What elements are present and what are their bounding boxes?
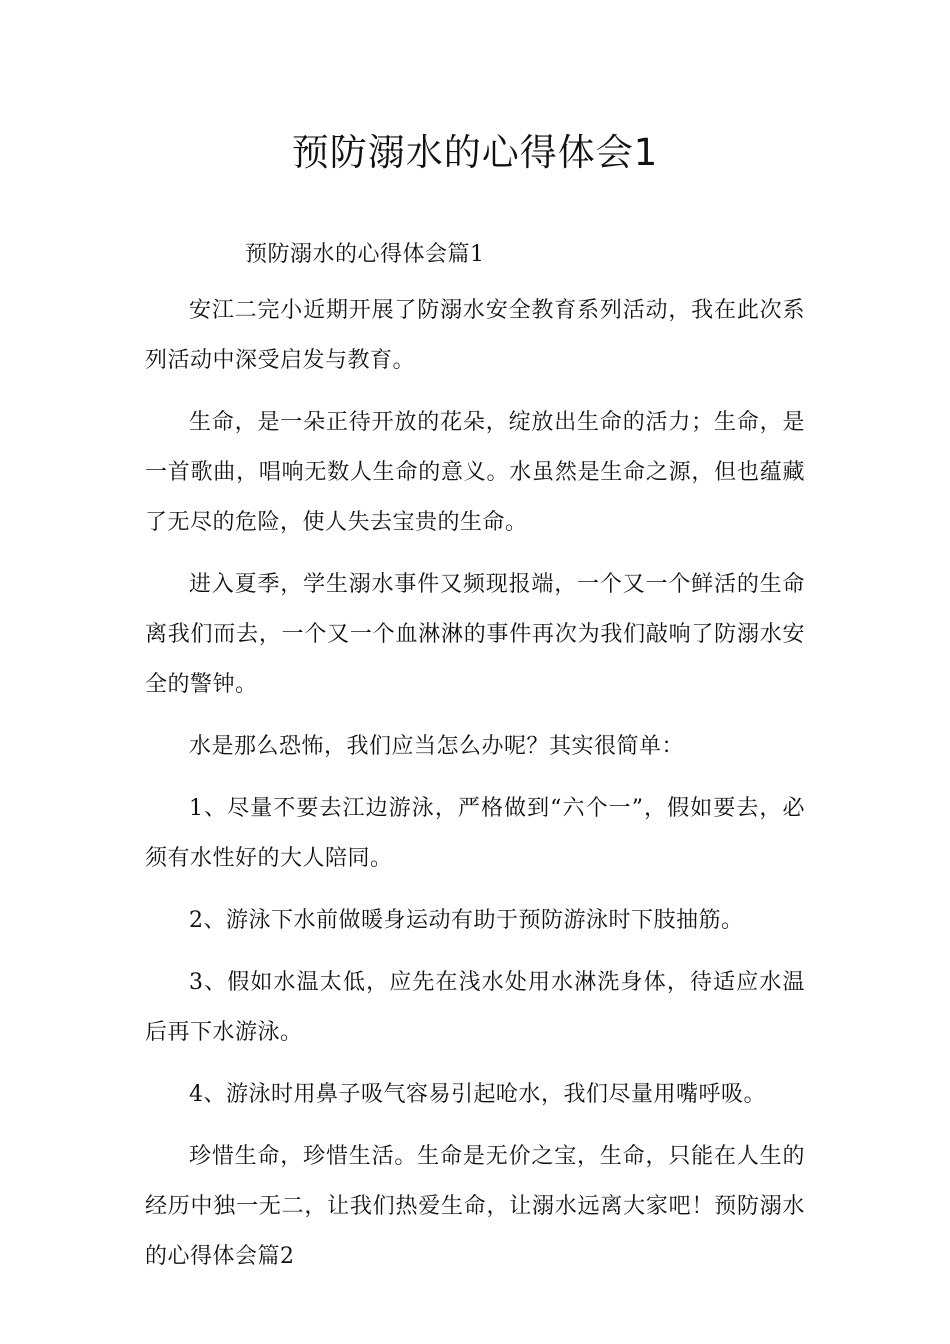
paragraph-tip-2: 2、游泳下水前做暖身运动有助于预防游泳时下肢抽筋。 <box>189 908 744 933</box>
paragraph-tip-4: 4、游泳时用鼻子吸气容易引起呛水，我们尽量用嘴呼吸。 <box>189 1082 766 1107</box>
section-subtitle: 预防溺水的心得体会篇1 <box>245 242 485 267</box>
paragraph-life: 生命，是一朵正待开放的花朵，绽放出生命的活力；生命，是一首歌曲，唱响无数人生命的意义。水虽然是生命之源，但也蕴藏了无尽的危险，使人失去宝贵的生命。 <box>145 410 805 535</box>
paragraph-intro: 安江二完小近期开展了防溺水安全教育系列活动，我在此次系列活动中深受启发与教育。 <box>145 298 805 373</box>
document-title: 预防溺水的心得体会1 <box>291 131 659 174</box>
paragraph-question: 水是那么恐怖，我们应当怎么办呢？其实很简单： <box>189 734 685 759</box>
paragraph-summer: 进入夏季，学生溺水事件又频现报端，一个又一个鲜活的生命离我们而去，一个又一个血淋淋的事件再次为我们敲响了防溺水安全的警钟。 <box>145 572 805 697</box>
paragraph-conclusion: 珍惜生命，珍惜生活。生命是无价之宝，生命，只能在人生的经历中独一无二，让我们热爱生命，让溺水远离大家吧！预防溺水的心得体会篇2 <box>145 1144 805 1269</box>
paragraph-tip-3: 3、假如水温太低，应先在浅水处用水淋洗身体，待适应水温后再下水游泳。 <box>145 970 805 1045</box>
document-body <box>145 236 805 1294</box>
paragraph-tip-1: 1、尽量不要去江边游泳，严格做到“六个一”，假如要去，必须有水性好的大人陪同。 <box>145 796 805 871</box>
